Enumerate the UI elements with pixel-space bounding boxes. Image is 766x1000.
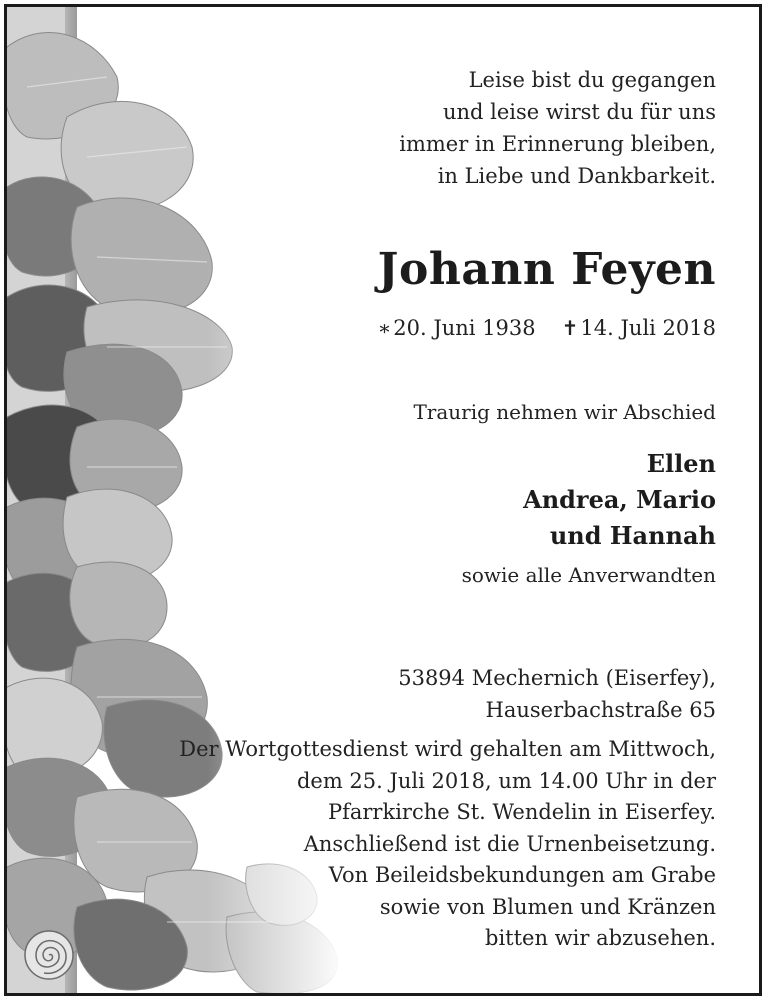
service-info xyxy=(179,734,716,955)
deceased-name: Johann Feyen xyxy=(377,244,716,295)
service-line: bitten wir abzusehen. xyxy=(485,926,716,950)
poem-line: und leise wirst du für uns xyxy=(442,100,716,124)
service-line: Von Beileidsbekundungen am Grabe xyxy=(328,863,716,887)
poem-line: in Liebe und Dankbarkeit. xyxy=(437,164,716,188)
family-line: Andrea, Mario xyxy=(523,485,716,514)
address-line: 53894 Mechernich (Eiserfey), xyxy=(398,666,716,690)
birth-date: 20. Juni 1938 xyxy=(393,316,536,340)
service-line: dem 25. Juli 2018, um 14.00 Uhr in der xyxy=(296,768,716,793)
death-date: 14. Juli 2018 xyxy=(580,316,716,340)
address-line: Hauserbachstraße 65 xyxy=(485,698,716,722)
poem-line: immer in Erinnerung bleiben, xyxy=(399,132,716,156)
service-line: Anschließend ist die Urnenbeisetzung. xyxy=(303,831,716,856)
relatives-text: sowie alle Anverwandten xyxy=(461,563,716,587)
address-block xyxy=(398,662,716,726)
service-line: Pfarrkirche St. Wendelin in Eiserfey. xyxy=(327,800,716,824)
poem-line: Leise bist du gegangen xyxy=(468,68,716,92)
family-line: und Hannah xyxy=(549,521,716,550)
life-dates xyxy=(378,314,716,342)
family-names xyxy=(523,446,716,554)
family-line: Ellen xyxy=(646,449,716,478)
mourning-text: Traurig nehmen wir Abschied xyxy=(413,400,716,424)
death-cross-icon: ✝ xyxy=(561,316,579,340)
service-line: sowie von Blumen und Kränzen xyxy=(379,894,716,919)
memorial-poem xyxy=(399,64,716,192)
service-line: Der Wortgottesdienst wird gehalten am Mittwoch, xyxy=(179,737,716,761)
birth-star-icon: ∗ xyxy=(377,316,392,340)
